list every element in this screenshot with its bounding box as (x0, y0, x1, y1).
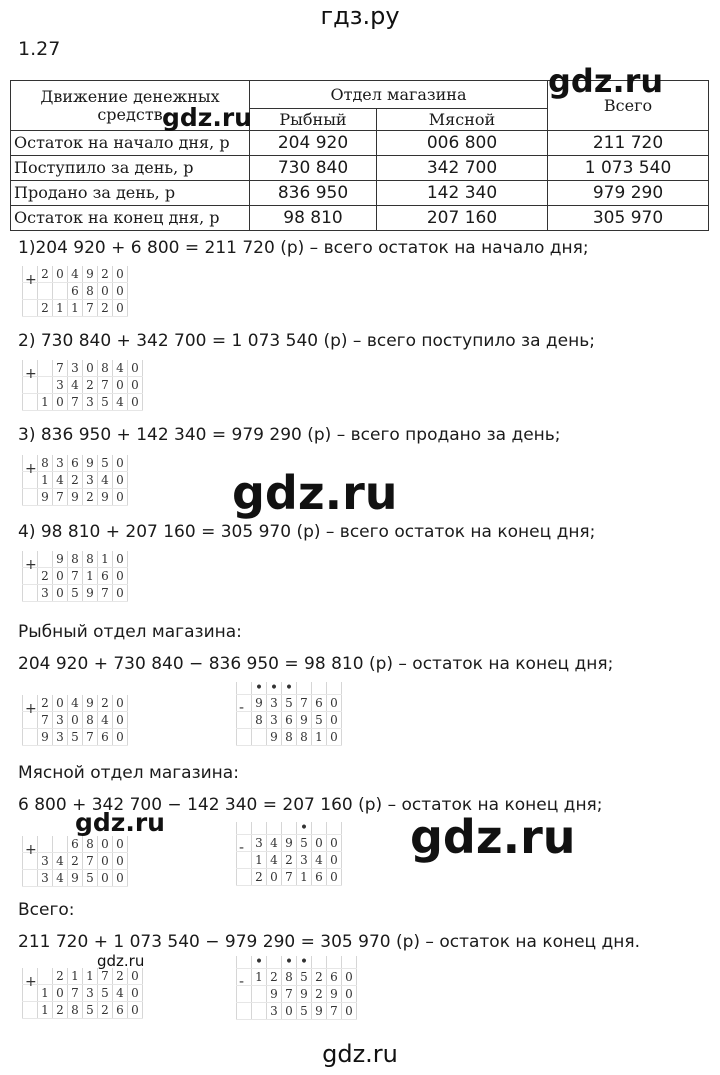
digit-cell: 0 (98, 283, 113, 300)
digit-cell: 9 (282, 835, 297, 852)
digit-cell: 0 (113, 568, 128, 585)
digit-cell: 6 (312, 695, 327, 712)
carry-dot: • (282, 956, 297, 969)
digit-cell: 5 (68, 729, 83, 746)
digit-cell: 2 (83, 489, 98, 506)
digit-cell (38, 968, 53, 985)
digit-cell: 0 (128, 985, 143, 1002)
digit-cell: 1 (98, 551, 113, 568)
digit-cell: 1 (38, 472, 53, 489)
step-2-text: 2) 730 840 + 342 700 = 1 073 540 (р) – всего поступило за день; (18, 331, 595, 351)
digit-cell: 6 (98, 568, 113, 585)
total-section-heading: Всего: (18, 900, 75, 920)
digit-cell: 0 (53, 585, 68, 602)
cell-meat: 207 160 (377, 206, 548, 231)
plus-sign: + (25, 557, 37, 573)
digit-cell: 0 (113, 551, 128, 568)
digit-cell: 4 (53, 870, 68, 887)
row-label: Поступило за день, р (11, 156, 250, 181)
digit-cell (23, 870, 38, 887)
digit-cell: 5 (297, 835, 312, 852)
digit-cell: 4 (68, 266, 83, 283)
digit-cell: 1 (53, 300, 68, 317)
digit-cell: 0 (267, 869, 282, 886)
cell-meat: 006 800 (377, 131, 548, 156)
digit-cell: 5 (83, 870, 98, 887)
digit-cell: 4 (267, 852, 282, 869)
digit-cell: 6 (68, 455, 83, 472)
digit-cell: 7 (68, 985, 83, 1002)
fish-section-heading: Рыбный отдел магазина: (18, 622, 242, 642)
digit-cell (23, 729, 38, 746)
carry-dot (327, 956, 342, 969)
digit-cell: 0 (128, 360, 143, 377)
digit-cell: 3 (38, 853, 53, 870)
digit-cell (23, 489, 38, 506)
digit-cell (252, 1003, 267, 1020)
digit-cell: 2 (38, 300, 53, 317)
column-calc-c5 (22, 695, 128, 746)
digit-cell: 0 (83, 360, 98, 377)
digit-cell: 0 (113, 300, 128, 317)
digit-cell: 1 (38, 394, 53, 411)
digit-cell: 5 (312, 712, 327, 729)
watermark: gdz.ru (75, 808, 165, 837)
digit-cell: 5 (98, 985, 113, 1002)
digit-cell: 1 (252, 852, 267, 869)
header-meat: Мясной (377, 109, 548, 131)
digit-cell: 3 (267, 1003, 282, 1020)
digit-cell: 8 (68, 551, 83, 568)
cell-total: 211 720 (548, 131, 709, 156)
digit-cell: 7 (327, 1003, 342, 1020)
digit-cell: 1 (83, 568, 98, 585)
digit-cell: 6 (113, 1002, 128, 1019)
digit-cell: 0 (327, 852, 342, 869)
carry-dot (237, 822, 252, 835)
digit-cell: 3 (267, 712, 282, 729)
digit-cell: 9 (68, 870, 83, 887)
digit-cell: 4 (53, 472, 68, 489)
digit-cell: 9 (83, 585, 98, 602)
digit-cell: 9 (98, 489, 113, 506)
digit-cell: 3 (68, 360, 83, 377)
digit-cell: 0 (282, 1003, 297, 1020)
digit-cell: 2 (98, 695, 113, 712)
digit-cell: 6 (327, 969, 342, 986)
carry-dot (312, 822, 327, 835)
step-3-text: 3) 836 950 + 142 340 = 979 290 (р) – всего продано за день; (18, 425, 561, 445)
carry-dot: • (282, 682, 297, 695)
carry-dot: • (297, 956, 312, 969)
carry-dot (342, 956, 357, 969)
digit-cell: 0 (128, 1002, 143, 1019)
carry-dot: • (252, 956, 267, 969)
digit-cell: 9 (297, 712, 312, 729)
carry-dot: • (252, 682, 267, 695)
digit-cell: 2 (282, 852, 297, 869)
carry-dot (312, 956, 327, 969)
digit-cell (38, 836, 53, 853)
carry-dot (312, 682, 327, 695)
meat-expression: 6 800 + 342 700 − 142 340 = 207 160 (р) – остаток на конец дня; (18, 795, 603, 815)
header-fish: Рыбный (250, 109, 377, 131)
digit-cell: 9 (38, 729, 53, 746)
carry-dot (267, 822, 282, 835)
cell-total: 1 073 540 (548, 156, 709, 181)
digit-cell: 9 (312, 1003, 327, 1020)
digit-cell: 0 (98, 870, 113, 887)
digit-cell: 0 (128, 394, 143, 411)
digit-cell: 9 (53, 551, 68, 568)
digit-cell (237, 1003, 252, 1020)
column-calc-c1 (22, 266, 128, 317)
digit-cell: 3 (83, 394, 98, 411)
digit-cell: 2 (53, 1002, 68, 1019)
plus-sign: + (25, 701, 37, 717)
digit-cell: 7 (83, 300, 98, 317)
digit-cell: 5 (282, 695, 297, 712)
digit-cell: 0 (327, 835, 342, 852)
digit-cell: 3 (53, 729, 68, 746)
digit-cell: 2 (267, 969, 282, 986)
digit-cell (23, 585, 38, 602)
digit-cell: 5 (297, 969, 312, 986)
digit-cell: 9 (68, 489, 83, 506)
digit-cell (38, 283, 53, 300)
digit-cell: 4 (312, 852, 327, 869)
cell-meat: 342 700 (377, 156, 548, 181)
digit-cell: 8 (68, 1002, 83, 1019)
header-movement-label: Движение денежных средств (40, 86, 220, 124)
carry-dot (282, 822, 297, 835)
row-label: Остаток на конец дня, р (11, 206, 250, 231)
digit-cell: 5 (98, 455, 113, 472)
digit-cell: 9 (83, 695, 98, 712)
digit-cell: 7 (98, 585, 113, 602)
carry-dot (267, 956, 282, 969)
digit-cell: 0 (113, 836, 128, 853)
digit-cell: 7 (38, 712, 53, 729)
column-calc-c7 (22, 836, 128, 887)
site-title-top: гдз.ру (320, 2, 400, 30)
digit-cell: 0 (53, 568, 68, 585)
watermark: gdz.ru (410, 810, 576, 864)
digit-cell: 2 (38, 695, 53, 712)
digit-cell: 6 (68, 836, 83, 853)
plus-sign: + (25, 366, 37, 382)
digit-cell: 4 (53, 853, 68, 870)
digit-cell (23, 300, 38, 317)
column-calc-c4 (22, 551, 128, 602)
digit-cell: 0 (113, 729, 128, 746)
digit-cell: 7 (282, 986, 297, 1003)
digit-cell: 7 (98, 968, 113, 985)
digit-cell: 8 (252, 712, 267, 729)
digit-cell: 3 (83, 472, 98, 489)
digit-cell (53, 836, 68, 853)
digit-cell: 7 (68, 394, 83, 411)
problem-number: 1.27 (18, 38, 61, 60)
digit-cell: 0 (113, 853, 128, 870)
column-calc-c3 (22, 455, 128, 506)
digit-cell: 0 (98, 853, 113, 870)
digit-cell: 0 (68, 712, 83, 729)
digit-cell: 4 (68, 377, 83, 394)
digit-cell: 4 (267, 835, 282, 852)
digit-cell: 7 (83, 853, 98, 870)
digit-cell: 0 (312, 835, 327, 852)
column-calc-c10 (236, 956, 357, 1020)
digit-cell: 7 (282, 869, 297, 886)
carry-dot: • (297, 822, 312, 835)
digit-cell: 0 (113, 585, 128, 602)
digit-cell: 0 (128, 377, 143, 394)
digit-cell: 1 (68, 300, 83, 317)
digit-cell: 7 (83, 729, 98, 746)
carry-dot (327, 822, 342, 835)
digit-cell: 5 (83, 1002, 98, 1019)
digit-cell: 0 (53, 985, 68, 1002)
plus-sign: + (25, 272, 37, 288)
digit-cell: 0 (128, 968, 143, 985)
digit-cell: 3 (53, 377, 68, 394)
column-calc-c2 (22, 360, 143, 411)
digit-cell: 2 (53, 968, 68, 985)
digit-cell (38, 377, 53, 394)
digit-cell: 8 (282, 969, 297, 986)
header-total: Всего (548, 81, 709, 131)
digit-cell: 4 (113, 360, 128, 377)
digit-cell: 0 (113, 870, 128, 887)
digit-cell: 9 (267, 986, 282, 1003)
digit-cell: 5 (68, 585, 83, 602)
digit-cell: 0 (113, 695, 128, 712)
digit-cell: 8 (83, 712, 98, 729)
digit-cell: 9 (252, 695, 267, 712)
digit-cell: 2 (252, 869, 267, 886)
digit-cell: 0 (342, 1003, 357, 1020)
digit-cell: 8 (297, 729, 312, 746)
digit-cell: 2 (68, 853, 83, 870)
digit-cell: 0 (53, 695, 68, 712)
carry-dot (297, 682, 312, 695)
watermark: gdz.ru (162, 103, 252, 132)
digit-cell: 8 (83, 551, 98, 568)
digit-cell: 2 (68, 472, 83, 489)
minus-sign: - (239, 840, 245, 856)
digit-cell: 4 (98, 472, 113, 489)
digit-cell: 2 (83, 377, 98, 394)
carry-dot: • (267, 682, 282, 695)
column-calc-c6 (236, 682, 342, 746)
digit-cell: 7 (297, 695, 312, 712)
digit-cell: 9 (297, 986, 312, 1003)
plus-sign: + (25, 461, 37, 477)
row-label: Остаток на начало дня, р (11, 131, 250, 156)
digit-cell: 8 (98, 360, 113, 377)
cell-fish: 204 920 (250, 131, 377, 156)
plus-sign: + (25, 974, 37, 990)
digit-cell: 7 (68, 568, 83, 585)
cell-total: 979 290 (548, 181, 709, 206)
digit-cell (38, 360, 53, 377)
digit-cell (38, 551, 53, 568)
digit-cell: 1 (38, 985, 53, 1002)
digit-cell: 9 (267, 729, 282, 746)
digit-cell: 0 (113, 266, 128, 283)
digit-cell (252, 729, 267, 746)
digit-cell: 9 (83, 455, 98, 472)
fish-expression: 204 920 + 730 840 − 836 950 = 98 810 (р) – остаток на конец дня; (18, 654, 614, 674)
digit-cell: 1 (297, 869, 312, 886)
step-4-text: 4) 98 810 + 207 160 = 305 970 (р) – всего остаток на конец дня; (18, 522, 596, 542)
cell-fish: 98 810 (250, 206, 377, 231)
digit-cell: 3 (38, 585, 53, 602)
digit-cell: 8 (282, 729, 297, 746)
digit-cell: 9 (83, 266, 98, 283)
digit-cell: 0 (113, 489, 128, 506)
digit-cell: 2 (98, 300, 113, 317)
row-label: Продано за день, р (11, 181, 250, 206)
digit-cell (237, 869, 252, 886)
column-calc-c8 (236, 822, 342, 886)
header-department: Отдел магазина (250, 81, 548, 109)
digit-cell: 2 (38, 266, 53, 283)
column-calc-c9 (22, 968, 143, 1019)
digit-cell: 0 (53, 266, 68, 283)
digit-cell: 4 (98, 712, 113, 729)
digit-cell: 4 (113, 394, 128, 411)
digit-cell: 0 (113, 283, 128, 300)
carry-dot (252, 822, 267, 835)
carry-dot (327, 682, 342, 695)
digit-cell: 8 (83, 836, 98, 853)
digit-cell: 0 (327, 695, 342, 712)
digit-cell: 6 (282, 712, 297, 729)
watermark: gdz.ru (548, 62, 664, 100)
money-table (10, 80, 709, 231)
digit-cell: 1 (312, 729, 327, 746)
digit-cell: 1 (83, 968, 98, 985)
carry-dot (237, 956, 252, 969)
digit-cell: 1 (38, 1002, 53, 1019)
meat-section-heading: Мясной отдел магазина: (18, 763, 239, 783)
cell-fish: 730 840 (250, 156, 377, 181)
digit-cell: 2 (113, 968, 128, 985)
digit-cell: 3 (38, 870, 53, 887)
cell-meat: 142 340 (377, 181, 548, 206)
step-1-text: 1)204 920 + 6 800 = 211 720 (р) – всего остаток на начало дня; (18, 238, 589, 258)
carry-dot (237, 682, 252, 695)
digit-cell: 6 (98, 729, 113, 746)
digit-cell (237, 729, 252, 746)
digit-cell (23, 1002, 38, 1019)
digit-cell: 3 (297, 852, 312, 869)
digit-cell: 7 (98, 377, 113, 394)
digit-cell: 9 (38, 489, 53, 506)
digit-cell: 3 (267, 695, 282, 712)
digit-cell: 2 (312, 969, 327, 986)
cell-fish: 836 950 (250, 181, 377, 206)
digit-cell: 4 (113, 985, 128, 1002)
digit-cell: 8 (83, 283, 98, 300)
digit-cell: 6 (312, 869, 327, 886)
digit-cell (23, 394, 38, 411)
digit-cell: 0 (98, 836, 113, 853)
digit-cell: 1 (68, 968, 83, 985)
digit-cell: 4 (68, 695, 83, 712)
site-title-bottom: gdz.ru (322, 1040, 398, 1068)
digit-cell: 2 (98, 266, 113, 283)
digit-cell: 0 (113, 712, 128, 729)
digit-cell: 0 (113, 455, 128, 472)
watermark: gdz.ru (97, 952, 145, 970)
digit-cell: 0 (53, 394, 68, 411)
digit-cell: 7 (53, 360, 68, 377)
digit-cell: 5 (297, 1003, 312, 1020)
watermark: gdz.ru (232, 466, 398, 520)
digit-cell: 2 (38, 568, 53, 585)
digit-cell: 2 (98, 1002, 113, 1019)
digit-cell: 9 (327, 986, 342, 1003)
digit-cell: 5 (98, 394, 113, 411)
digit-cell: 3 (252, 835, 267, 852)
minus-sign: - (239, 700, 245, 716)
digit-cell: 7 (53, 489, 68, 506)
digit-cell: 0 (113, 377, 128, 394)
digit-cell: 0 (342, 969, 357, 986)
digit-cell: 3 (53, 712, 68, 729)
digit-cell (53, 283, 68, 300)
plus-sign: + (25, 842, 37, 858)
digit-cell: 3 (53, 455, 68, 472)
digit-cell: 0 (327, 869, 342, 886)
digit-cell: 3 (83, 985, 98, 1002)
digit-cell: 0 (327, 729, 342, 746)
digit-cell: 0 (327, 712, 342, 729)
digit-cell: 8 (38, 455, 53, 472)
digit-cell: 2 (312, 986, 327, 1003)
digit-cell (252, 986, 267, 1003)
digit-cell: 0 (113, 472, 128, 489)
digit-cell: 0 (342, 986, 357, 1003)
minus-sign: - (239, 974, 245, 990)
cell-total: 305 970 (548, 206, 709, 231)
digit-cell: 6 (68, 283, 83, 300)
total-expression: 211 720 + 1 073 540 − 979 290 = 305 970 (р) – остаток на конец дня. (18, 932, 641, 952)
digit-cell: 1 (252, 969, 267, 986)
